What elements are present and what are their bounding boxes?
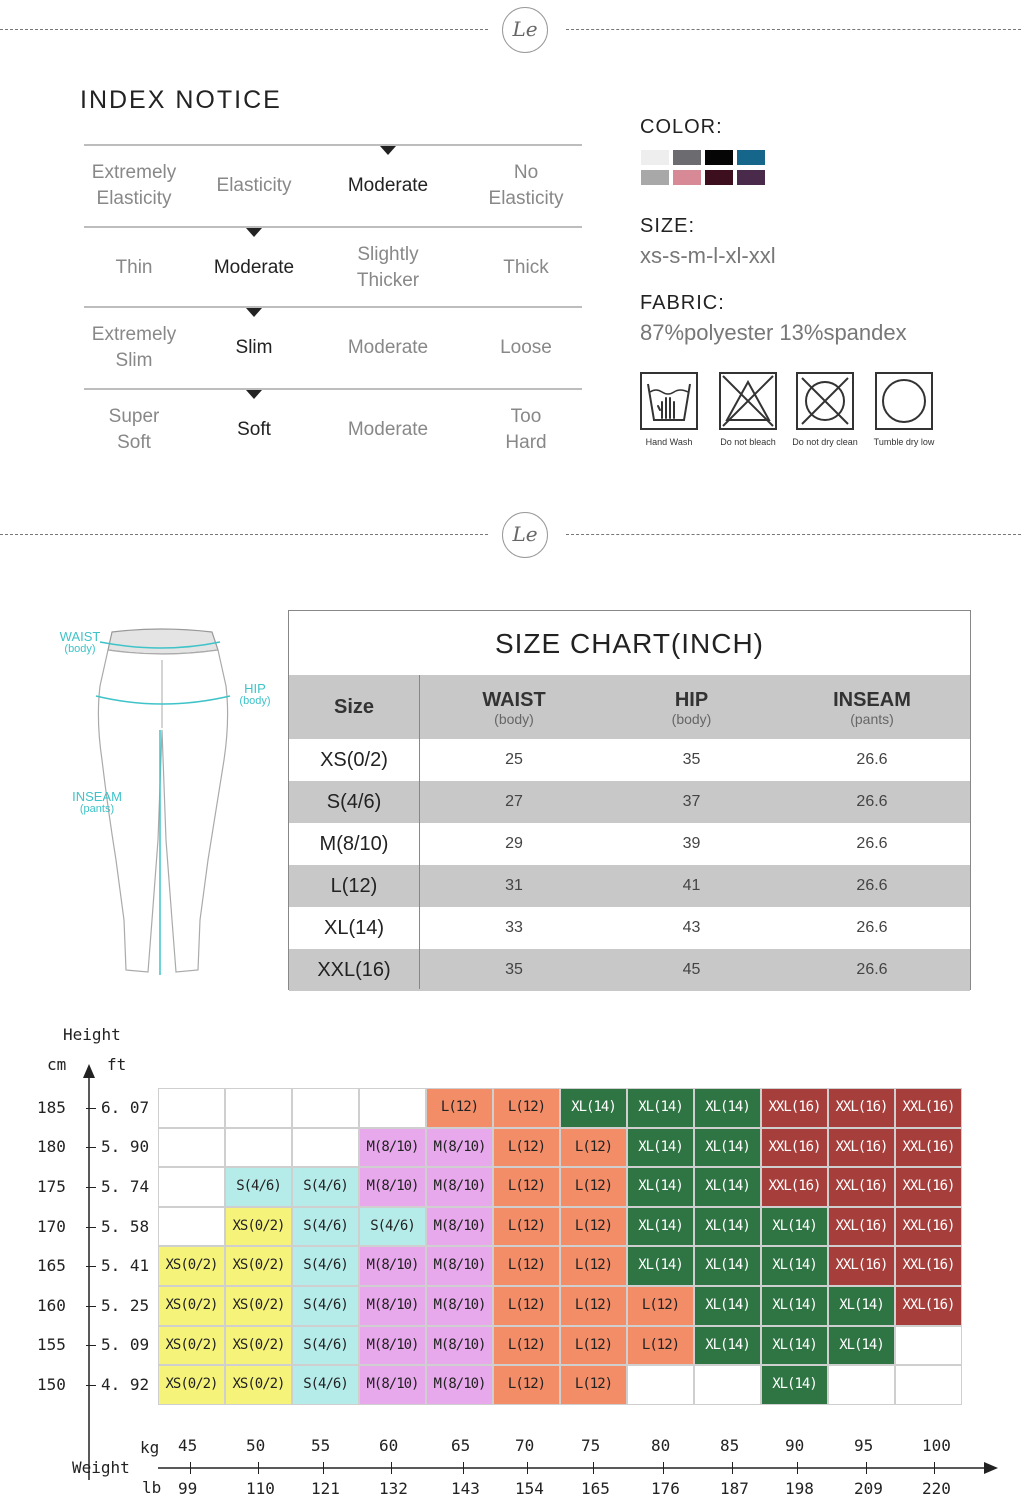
weight-axis-title: Weight (72, 1458, 130, 1477)
index-option-line: Moderate (213, 257, 295, 278)
size-chart-value-cell: 26.6 (856, 793, 888, 810)
size-grid-cell: XL(14) (761, 1365, 828, 1405)
size-grid-cell: XL(14) (828, 1286, 895, 1326)
size-grid-cell: XXL(16) (895, 1128, 962, 1168)
index-option-line: Thick (503, 257, 549, 278)
size-value: xs-s-m-l-xl-xxl (640, 243, 776, 268)
index-option-line: Soft (117, 432, 151, 453)
size-grid-cell: L(12) (560, 1365, 627, 1405)
size-grid-cell: XL(14) (694, 1128, 761, 1168)
size-grid-cell: L(12) (493, 1088, 560, 1128)
height-cm-tick-label: 180 (37, 1137, 66, 1157)
size-chart-value-cell: 29 (505, 835, 523, 852)
hip-label-sub: (body) (239, 695, 271, 707)
size-chart-value-cell: 35 (505, 961, 523, 978)
index-option-line: Extremely (91, 324, 177, 345)
do-not-dry-clean-label: Do not dry clean (792, 437, 858, 447)
weight-tick (663, 1462, 664, 1474)
height-ft-tick-label: 5. 25 (101, 1295, 150, 1315)
size-grid-cell: XL(14) (627, 1207, 694, 1247)
size-chart-size-cell: XL(14) (323, 916, 385, 939)
weight-kg-tick-label: 60 (379, 1436, 399, 1455)
weight-tick (323, 1462, 324, 1474)
size-chart-value-cell: 26.6 (856, 877, 888, 894)
size-grid-cell: XL(14) (560, 1088, 627, 1128)
weight-tick (391, 1462, 392, 1474)
height-tick (86, 1187, 96, 1188)
size-chart-value-cell: 26.6 (856, 961, 888, 978)
size-grid-cell (158, 1167, 225, 1207)
weight-lb-tick-label: 154 (515, 1479, 544, 1498)
weight-tick (593, 1462, 594, 1474)
do-not-bleach-label: Do not bleach (720, 437, 776, 447)
index-option-line: Loose (500, 337, 552, 358)
size-chart-value-cell: 37 (682, 793, 701, 810)
size-chart-title: SIZE CHART(INCH) (494, 628, 765, 659)
weight-tick (463, 1462, 464, 1474)
size-chart-value-cell: 26.6 (856, 835, 888, 852)
logo-text: Le (512, 17, 538, 41)
size-grid-cell: XXL(16) (895, 1286, 962, 1326)
size-grid-cell: XL(14) (761, 1326, 828, 1366)
size-grid-cell (627, 1365, 694, 1405)
height-cm-tick-label: 165 (37, 1256, 66, 1276)
height-tick (86, 1108, 96, 1109)
size-chart-value-cell: 26.6 (856, 919, 888, 936)
size-grid-cell: XXL(16) (761, 1088, 828, 1128)
height-ft-tick-label: 5. 90 (101, 1137, 150, 1157)
weight-tick (797, 1462, 798, 1474)
size-grid-cell: XL(14) (761, 1286, 828, 1326)
index-option-line: Moderate (347, 175, 429, 196)
size-grid-cell: L(12) (493, 1365, 560, 1405)
height-cm-tick-label: 155 (37, 1335, 66, 1355)
size-grid-cell: M(8/10) (426, 1286, 493, 1326)
size-grid-cell: XL(14) (828, 1326, 895, 1366)
size-grid-cell: M(8/10) (359, 1246, 426, 1286)
height-tick (86, 1306, 96, 1307)
index-option-line: Extremely (91, 162, 177, 183)
index-option-line: Elasticity (216, 175, 292, 196)
size-grid-cell: XXL(16) (761, 1167, 828, 1207)
header-hip-sub: (body) (671, 710, 712, 727)
header-waist-text: WAIST (482, 688, 546, 711)
size-grid-cell: XL(14) (627, 1128, 694, 1168)
size-grid-cell: XS(0/2) (158, 1246, 225, 1286)
height-unit-cm: cm (47, 1055, 67, 1074)
size-grid-cell: L(12) (627, 1326, 694, 1366)
size-grid-cell: L(12) (493, 1326, 560, 1366)
size-grid-cell: XL(14) (694, 1286, 761, 1326)
size-grid-cell: S(4/6) (225, 1167, 292, 1207)
size-grid-cell: L(12) (560, 1207, 627, 1247)
waist-label-text: WAIST (59, 629, 101, 644)
size-grid-cell: L(12) (493, 1286, 560, 1326)
height-ft-tick-label: 5. 74 (101, 1177, 150, 1196)
size-grid-cell: S(4/6) (359, 1207, 426, 1247)
size-grid-cell: L(12) (627, 1286, 694, 1326)
weight-lb-tick-label: 110 (246, 1479, 275, 1498)
height-unit-ft: ft (107, 1055, 127, 1074)
weight-kg-tick-label: 45 (178, 1436, 198, 1455)
height-cm-tick-label: 185 (37, 1097, 66, 1117)
weight-lb-tick-label: 132 (379, 1479, 408, 1498)
weight-tick (527, 1462, 528, 1474)
size-grid-cell: XXL(16) (828, 1167, 895, 1207)
size-grid-cell: M(8/10) (426, 1365, 493, 1405)
size-chart-size-cell: XXL(16) (317, 958, 391, 981)
index-option-line: Elasticity (488, 188, 564, 209)
size-grid-cell: XL(14) (694, 1207, 761, 1247)
size-grid-cell: XL(14) (694, 1326, 761, 1366)
size-grid-cell: M(8/10) (359, 1128, 426, 1168)
size-chart-value-cell: 31 (505, 877, 523, 894)
weight-kg-tick-label: 70 (515, 1436, 535, 1455)
size-label: SIZE: (640, 215, 696, 237)
inseam-label-sub: (pants) (79, 803, 115, 815)
size-grid-cell (359, 1088, 426, 1128)
weight-tick (190, 1462, 191, 1474)
size-grid-cell (895, 1365, 962, 1405)
height-axis-title: Height (63, 1025, 121, 1044)
size-grid-cell: XS(0/2) (225, 1286, 292, 1326)
size-chart-value-cell: 43 (682, 919, 701, 936)
index-notice-title: INDEX NOTICE (80, 86, 282, 114)
size-grid-cell: XL(14) (627, 1088, 694, 1128)
weight-lb-tick-label: 143 (451, 1479, 480, 1498)
weight-tick (934, 1462, 935, 1474)
index-option-line: Thin (115, 257, 153, 278)
weight-kg-tick-label: 55 (311, 1436, 331, 1455)
size-chart-value-cell: 26.6 (856, 751, 888, 768)
size-grid-cell: XS(0/2) (225, 1365, 292, 1405)
size-grid-cell: M(8/10) (426, 1167, 493, 1207)
height-ft-tick-label: 5. 58 (101, 1216, 150, 1236)
size-grid-cell: M(8/10) (426, 1326, 493, 1366)
height-cm-tick-label: 160 (37, 1295, 66, 1315)
size-grid-cell: XXL(16) (895, 1088, 962, 1128)
size-grid-cell: XXL(16) (895, 1246, 962, 1286)
size-grid-cell: M(8/10) (359, 1326, 426, 1366)
weight-kg-tick-label: 90 (785, 1436, 805, 1455)
header-inseam-text: INSEAM (833, 688, 911, 711)
index-option-line: Moderate (347, 337, 429, 358)
size-grid-cell (158, 1207, 225, 1247)
height-tick (86, 1345, 96, 1346)
header-hip-text: HIP (674, 688, 709, 711)
weight-lb-tick-label: 176 (651, 1479, 680, 1498)
index-option-line: No (513, 162, 539, 183)
fabric-label: FABRIC: (640, 292, 725, 314)
size-grid-cell: XXL(16) (828, 1207, 895, 1247)
size-grid-cell: XXL(16) (895, 1167, 962, 1207)
height-cm-tick-label: 170 (37, 1216, 66, 1236)
hand-wash-label: Hand Wash (645, 437, 693, 447)
height-tick (86, 1385, 96, 1386)
size-grid-cell: XXL(16) (828, 1128, 895, 1168)
index-option-line: Too (510, 406, 542, 427)
weight-kg-tick-label: 85 (720, 1436, 740, 1455)
weight-unit-lb: lb (142, 1478, 162, 1497)
height-cm-tick-label: 175 (37, 1177, 66, 1196)
size-grid-cell: S(4/6) (292, 1207, 359, 1247)
size-grid-cell: L(12) (426, 1088, 493, 1128)
size-grid-cell: S(4/6) (292, 1167, 359, 1207)
weight-tick (732, 1462, 733, 1474)
size-chart-size-cell: XS(0/2) (320, 748, 388, 771)
weight-kg-tick-label: 80 (651, 1436, 671, 1455)
weight-tick (258, 1462, 259, 1474)
size-grid-cell: L(12) (493, 1207, 560, 1247)
size-grid-cell: L(12) (560, 1167, 627, 1207)
waist-label-sub: (body) (64, 643, 96, 655)
header-size-text: Size (333, 695, 375, 718)
size-chart-value-cell: 27 (505, 793, 523, 810)
index-option-line: Elasticity (96, 188, 172, 209)
size-grid-cell: XXL(16) (761, 1128, 828, 1168)
height-tick (86, 1266, 96, 1267)
index-option-line: Soft (237, 419, 271, 440)
size-grid-cell: XL(14) (627, 1167, 694, 1207)
size-grid-cell: M(8/10) (359, 1286, 426, 1326)
height-ft-tick-label: 5. 41 (101, 1256, 150, 1276)
size-grid-cell: XL(14) (694, 1088, 761, 1128)
size-chart-value-cell: 35 (682, 751, 701, 768)
size-grid-cell (292, 1128, 359, 1168)
size-grid-cell: XL(14) (761, 1207, 828, 1247)
size-chart-size-cell: L(12) (330, 874, 378, 897)
index-option-line: Moderate (347, 419, 429, 440)
height-ft-tick-label: 6. 07 (101, 1097, 150, 1117)
size-grid-cell: XS(0/2) (158, 1286, 225, 1326)
fabric-value: 87%polyester 13%spandex (640, 320, 907, 345)
weight-unit-kg: kg (140, 1438, 160, 1457)
size-grid-cell: M(8/10) (426, 1246, 493, 1286)
index-option-line: Slim (115, 350, 153, 371)
size-chart-size-cell: M(8/10) (319, 832, 389, 855)
size-grid-cell: L(12) (493, 1167, 560, 1207)
index-option-line: Hard (505, 432, 547, 453)
size-chart-value-cell: 33 (505, 919, 523, 936)
size-grid-cell: XL(14) (694, 1246, 761, 1286)
weight-kg-tick-label: 95 (854, 1436, 874, 1455)
height-ft-tick-label: 5. 09 (101, 1335, 150, 1355)
size-grid-cell: XS(0/2) (225, 1207, 292, 1247)
size-grid-cell: XXL(16) (828, 1246, 895, 1286)
size-grid-cell: S(4/6) (292, 1326, 359, 1366)
size-grid-cell: L(12) (560, 1246, 627, 1286)
size-grid-cell: S(4/6) (292, 1286, 359, 1326)
size-grid-cell: L(12) (493, 1246, 560, 1286)
size-grid-cell: XXL(16) (828, 1088, 895, 1128)
weight-lb-tick-label: 99 (178, 1479, 198, 1498)
size-grid-cell: L(12) (560, 1128, 627, 1168)
size-grid-cell: XS(0/2) (225, 1246, 292, 1286)
size-grid-cell: M(8/10) (359, 1365, 426, 1405)
tumble-dry-low-label: Tumble dry low (873, 437, 935, 447)
size-grid-cell: L(12) (560, 1326, 627, 1366)
weight-kg-tick-label: 65 (451, 1436, 471, 1455)
size-grid-cell: S(4/6) (292, 1246, 359, 1286)
size-grid-cell: M(8/10) (426, 1207, 493, 1247)
weight-lb-tick-label: 187 (720, 1479, 749, 1498)
header-waist-sub: (body) (494, 710, 534, 727)
size-grid-cell: XXL(16) (895, 1207, 962, 1247)
weight-tick (866, 1462, 867, 1474)
size-grid-cell: M(8/10) (426, 1128, 493, 1168)
size-grid-cell (225, 1128, 292, 1168)
size-grid-cell: XS(0/2) (158, 1365, 225, 1405)
weight-kg-tick-label: 50 (246, 1436, 266, 1455)
size-chart-value-cell: 39 (682, 835, 701, 852)
size-grid-cell (158, 1128, 225, 1168)
index-option-line: Slim (235, 337, 273, 358)
size-grid-cell: L(12) (560, 1286, 627, 1326)
weight-lb-tick-label: 198 (785, 1479, 814, 1498)
index-option-line: Super (108, 406, 160, 427)
hip-label-text: HIP (244, 681, 266, 696)
size-chart-size-cell: S(4/6) (326, 790, 382, 813)
weight-kg-tick-label: 75 (581, 1436, 601, 1455)
height-ft-tick-label: 4. 92 (101, 1375, 150, 1394)
size-chart-value-cell: 25 (505, 751, 523, 768)
size-grid-cell: M(8/10) (359, 1167, 426, 1207)
size-grid-cell: XS(0/2) (225, 1326, 292, 1366)
weight-lb-tick-label: 220 (922, 1479, 951, 1498)
size-grid-cell (158, 1088, 225, 1128)
weight-kg-tick-label: 100 (922, 1436, 951, 1455)
index-option-line: Thicker (356, 270, 420, 291)
height-tick (86, 1147, 96, 1148)
index-option-line: Slightly (357, 244, 419, 265)
size-grid-cell: XL(14) (627, 1246, 694, 1286)
weight-lb-tick-label: 121 (311, 1479, 340, 1498)
size-grid-cell (895, 1326, 962, 1366)
weight-lb-tick-label: 209 (854, 1479, 883, 1498)
size-grid-cell (828, 1365, 895, 1405)
header-inseam-sub: (pants) (850, 710, 894, 727)
height-cm-tick-label: 150 (37, 1375, 66, 1394)
logo-text: Le (512, 522, 538, 546)
size-grid-cell: XL(14) (694, 1167, 761, 1207)
height-tick (86, 1227, 96, 1228)
size-chart-value-cell: 45 (682, 961, 701, 978)
size-grid-cell: L(12) (493, 1128, 560, 1168)
inseam-label-text: INSEAM (72, 789, 122, 804)
color-label: COLOR: (640, 116, 723, 138)
size-grid-cell (694, 1365, 761, 1405)
size-grid-cell: S(4/6) (292, 1365, 359, 1405)
size-grid-cell: XL(14) (761, 1246, 828, 1286)
size-grid-cell (225, 1088, 292, 1128)
size-grid-cell: XS(0/2) (158, 1326, 225, 1366)
size-chart-value-cell: 41 (682, 877, 701, 894)
weight-lb-tick-label: 165 (581, 1479, 610, 1498)
size-grid-cell (292, 1088, 359, 1128)
